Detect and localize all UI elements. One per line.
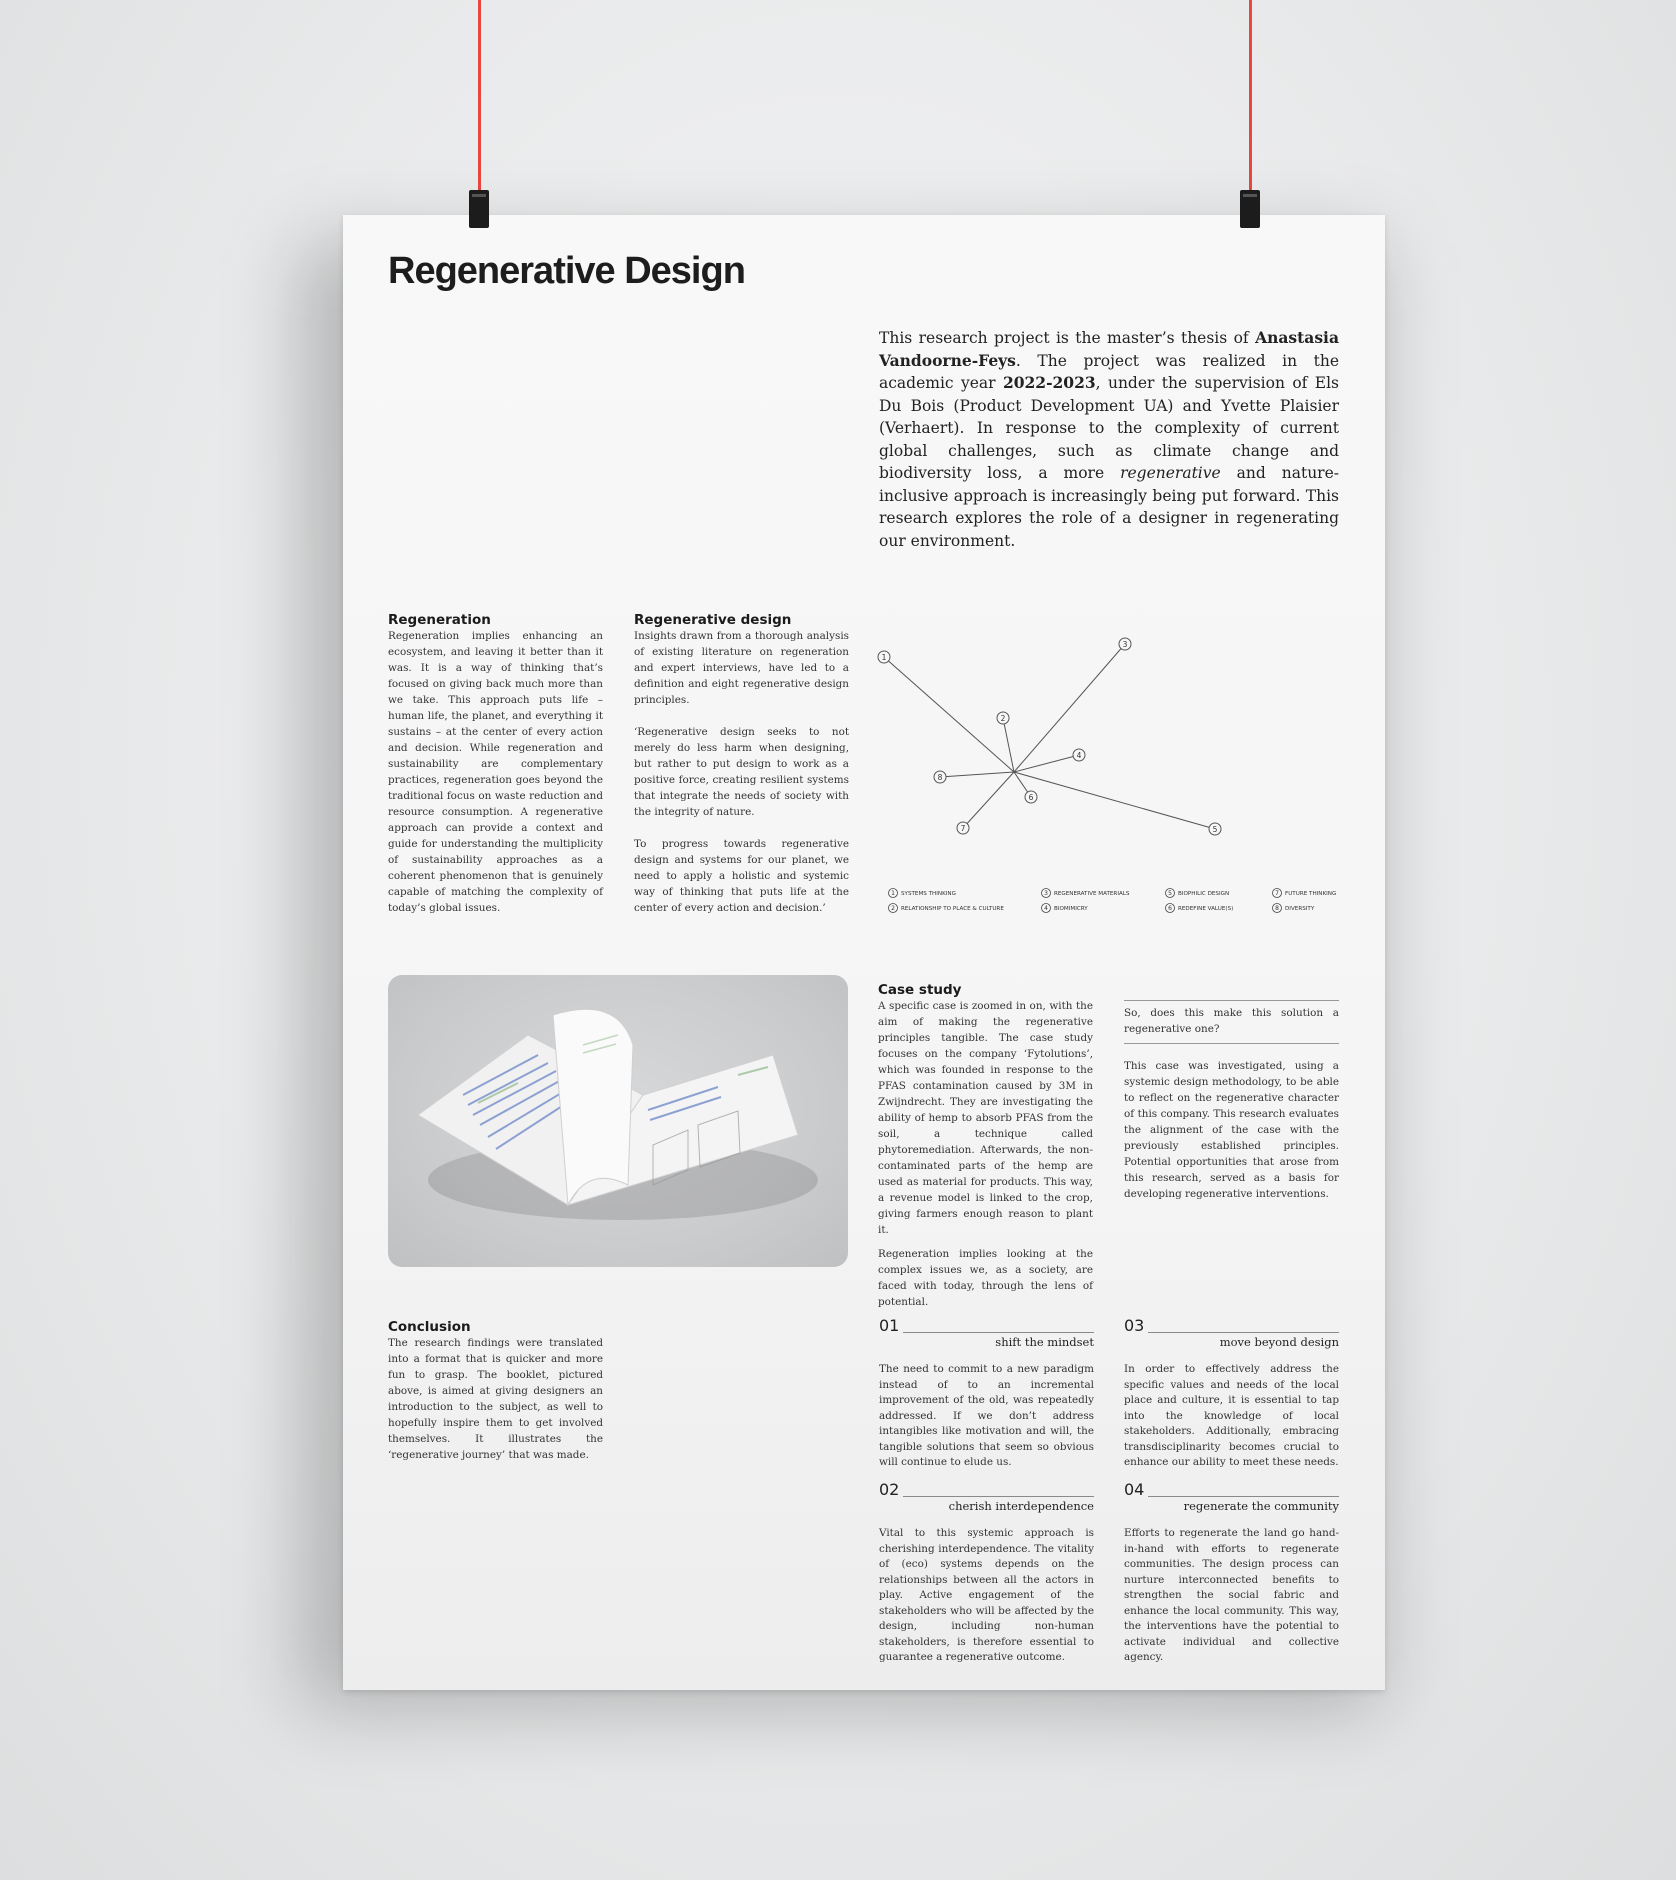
svg-text:DIVERSITY: DIVERSITY [1285, 906, 1315, 912]
diagram-node-label-2: 2 [1000, 714, 1006, 723]
principle-body: In order to effectively address the specific values and needs of the local place and culture, it is essential to tap into the knowledge of local stakeholders. Additionally, embracing transdisciplinarity becomes crucial to enhance our ability to meet these needs. [1124, 1363, 1339, 1468]
svg-text:BIOPHILIC DESIGN: BIOPHILIC DESIGN [1178, 891, 1230, 897]
svg-text:REDEFINE VALUE(S): REDEFINE VALUE(S) [1178, 906, 1234, 912]
principle-number: 04 [1124, 1480, 1145, 1499]
principle-label: move beyond design [1219, 1335, 1339, 1349]
principle-label: regenerate the community [1183, 1499, 1339, 1513]
academic-year: 2022-2023 [1002, 373, 1096, 392]
case-study-heading: Case study [878, 982, 962, 998]
intro-emphasis: regenerative [1120, 464, 1221, 482]
legend-item-1 [889, 889, 956, 898]
regenerative-design-quote: ‘Regenerative design seeks to not merely do less harm when designing, but rather to put design to work as a positive force, creating resilient systems that integrate the needs of society with the integrity of nature. [634, 726, 849, 818]
svg-text:REGENERATIVE MATERIALS: REGENERATIVE MATERIALS [1054, 891, 1130, 897]
diagram-node-label-8: 8 [937, 773, 943, 782]
diagram-line-1 [884, 657, 1014, 772]
hanging-wire-right [1249, 0, 1252, 195]
principles-diagram [873, 615, 1348, 945]
principle-body: Efforts to regenerate the land go hand-in-hand with efforts to regenerate communities. The design process can nurture interconnected benefits to strengthen the social fabric and enhance the local community. This way, the interventions have the potential to activate individual and collective agency. [1124, 1527, 1339, 1663]
legend-item-6 [1166, 904, 1234, 913]
svg-text:SYSTEMS THINKING: SYSTEMS THINKING [901, 891, 956, 897]
diagram-node-label-4: 4 [1076, 751, 1082, 760]
conclusion-heading: Conclusion [388, 1319, 471, 1335]
poster-title: Regenerative Design [388, 250, 745, 292]
diagram-node-label-1: 1 [881, 653, 887, 662]
intro-paragraph [879, 327, 1339, 552]
principle-label: shift the mindset [995, 1335, 1094, 1349]
principle-number: 03 [1124, 1316, 1145, 1335]
hanging-wire-left [478, 0, 481, 195]
principle-01 [879, 1318, 1094, 1471]
principle-number: 01 [879, 1316, 900, 1335]
intro-text: This research project is the master’s thesis of [879, 329, 1256, 347]
diagram-line-7 [963, 772, 1014, 828]
intro-text: and nature-inclusive approach is increasingly being put forward. This research explores the role of a designer in regenerating our environment. [879, 464, 1339, 550]
principle-label: cherish interdependence [948, 1499, 1094, 1513]
booklet-photo [388, 975, 848, 1267]
principle-03 [1124, 1318, 1339, 1471]
svg-text:3: 3 [1044, 890, 1048, 897]
svg-text:5: 5 [1168, 890, 1172, 897]
diagram-node-label-7: 7 [960, 824, 966, 833]
svg-text:RELATIONSHIP TO PLACE & CULTUR: RELATIONSHIP TO PLACE & CULTURE [901, 906, 1004, 912]
regenerative-design-quote-end: To progress towards regenerative design and systems for our planet, we need to apply a holistic and systemic way of thinking that puts life at the center of every action and decision.’ [634, 838, 849, 914]
svg-text:4: 4 [1044, 905, 1048, 912]
case-study-body: A specific case is zoomed in on, with the aim of making the regenerative principles tangible. The case study focuses on the company ‘Fytolutions’, which was founded in response to the PFAS contamination caused by 3M in Zwijndrecht. They are investigating the ability of hemp to absorb PFAS from the soil, a technique called phytoremediation. Afterwards, the non-contaminated parts of the hemp are used as material for products. This way, a revenue model is linked to the crop, giving farmers enough reason to plant it. [878, 1000, 1093, 1236]
binder-clip-right [1240, 190, 1260, 228]
principle-02 [879, 1482, 1094, 1666]
principle-body: The need to commit to a new paradigm instead of to an incremental improvement of the old, was repeatedly addressed. If we don’t address intangibles like motivation and will, the tangible solutions that seem so obvious will continue to elude us. [879, 1363, 1094, 1468]
author-name: Anastasia Vandoorne-Feys [879, 328, 1339, 370]
svg-text:7: 7 [1275, 890, 1279, 897]
principle-number: 02 [879, 1480, 900, 1499]
regenerative-design-intro: Insights drawn from a thorough analysis of existing literature on regeneration and expert interviews, have led to a definition and eight regenerative design principles. [634, 630, 849, 706]
diagram-node-label-6: 6 [1028, 793, 1034, 802]
diagram-node-label-3: 3 [1122, 640, 1128, 649]
intro-text: . The project was realized in the academic year [879, 351, 1339, 392]
diagram-line-5 [1014, 772, 1215, 829]
svg-text:FUTURE THINKING: FUTURE THINKING [1285, 891, 1337, 897]
svg-text:2: 2 [891, 905, 895, 912]
conclusion-section [388, 1319, 603, 1463]
case-study-conclusion: Regeneration implies looking at the complex issues we, as a society, are faced with today, through the lens of potential. [878, 1248, 1093, 1308]
diagram-line-8 [940, 772, 1014, 777]
svg-text:6: 6 [1168, 905, 1172, 912]
legend-item-4 [1042, 904, 1089, 913]
principle-04 [1124, 1482, 1339, 1666]
principle-body: Vital to this systemic approach is cherishing interdependence. The vitality of (eco) systems depends on the relationships between all the actors in play. Active engagement of the stakeholders who will be affected by the design, including non-human stakeholders, is therefore essential to guarantee a regenerative outcome. [879, 1527, 1094, 1663]
diagram-legend [889, 889, 1337, 913]
regeneration-section [388, 612, 603, 916]
case-question: So, does this make this solution a regenerative one? [1124, 1000, 1339, 1044]
poster [343, 215, 1385, 1690]
binder-clip-left [469, 190, 489, 228]
regeneration-body: Regeneration implies enhancing an ecosystem, and leaving it better than it was. It is a way of thinking that’s focused on giving back much more than we take. This approach puts life – human life, the planet, and everything it sustains – at the center of every action and decision. While regeneration and sustainability are complementary practices, regeneration goes beyond the traditional focus on waste reduction and resource consumption. A regenerative approach can provide a context and guide for understanding the multiplicity of sustainability approaches as a coherent phenomenon that is genuinely capable of matching the complexity of today’s global issues. [388, 630, 603, 914]
regeneration-heading: Regeneration [388, 612, 491, 628]
conclusion-body: The research findings were translated into a format that is quicker and more fun to grasp. The booklet, pictured above, is aimed at giving designers an introduction to the subject, as well to hopefully inspire them to get involved themselves. It illustrates the ‘regenerative journey’ that was made. [388, 1337, 603, 1461]
case-study-section [878, 982, 1093, 1310]
legend-item-2 [889, 904, 1005, 913]
legend-item-5 [1166, 889, 1230, 898]
case-question-body: This case was investigated, using a systemic design methodology, to be able to reflect on the regenerative character of this company. This research evaluates the alignment of the case with the previously established principles. Potential opportunities that arose from this research, served as a basis for developing regenerative interventions. [1124, 1060, 1339, 1200]
diagram-line-3 [1014, 644, 1125, 772]
svg-text:BIOMIMICRY: BIOMIMICRY [1054, 906, 1088, 912]
diagram-node-label-5: 5 [1212, 825, 1218, 834]
svg-text:8: 8 [1275, 905, 1279, 912]
legend-item-3 [1042, 889, 1130, 898]
regenerative-design-heading: Regenerative design [634, 612, 792, 628]
legend-item-7 [1273, 889, 1337, 898]
case-question-section [1124, 1000, 1339, 1202]
diagram-line-4 [1014, 755, 1079, 772]
legend-item-8 [1273, 904, 1315, 913]
intro-text: , under the supervision of Els Du Bois (Product Development UA) and Yvette Plaisier (Verhaert). In response to the complexity of current global challenges, such as climate change and biodiversity loss, a more [879, 374, 1340, 482]
regenerative-design-section [634, 612, 849, 916]
svg-text:1: 1 [891, 890, 895, 897]
